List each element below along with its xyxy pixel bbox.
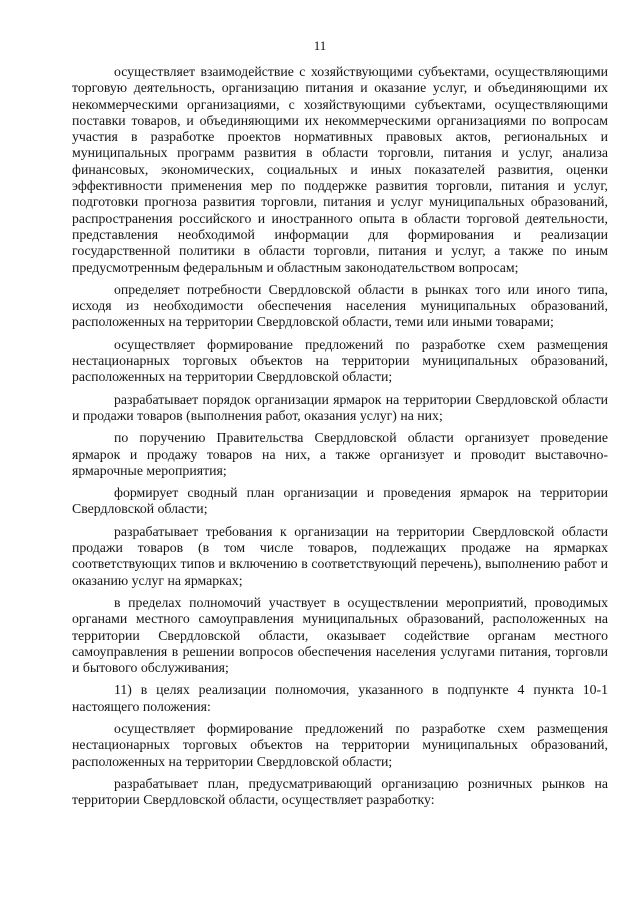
paragraph: определяет потребности Свердловской области в рынках того или иного типа, исходя из необходимости обеспечения населения муниципальных образований, расположенных на территории Свердловской области, теми или иными товарами; bbox=[72, 281, 608, 330]
paragraph: по поручению Правительства Свердловской области организует проведение ярмарок и продажу товаров на них, а также организует и проводит выставочно-ярмарочные мероприятия; bbox=[72, 430, 608, 478]
paragraph: осуществляет взаимодействие с хозяйствующими субъектами, осуществляющими торговую деятельность, организацию питания и оказание услуг, и объединяющими их некоммерческими организациями, с хозяйствующими субъектами, осуществляющими поставки товаров, и объединяющими их некоммерческими организациями по вопросам участия в разработке проектов нормативных правовых актов, региональных и муниципальных программ развития в области торговли, питания и услуг, анализа финансовых, экономических, социальных и иных показателей развития, оценки эффективности применения мер по поддержке развития торговли, питания и услуг, подготовки прогноза развития торговли, питания и услуг муниципальных образований, распространения российского и иностранного опыта в области торговой деятельности, представления необходимой информации для формирования и реализации государственной политики в области торговли, питания и услуг, а также по иным предусмотренным федеральным и областным законодательством вопросам; bbox=[72, 64, 608, 275]
paragraph: 11) в целях реализации полномочия, указанного в подпункте 4 пункта 10-1 настоящего положения: bbox=[72, 682, 608, 714]
paragraph: формирует сводный план организации и проведения ярмарок на территории Свердловской области; bbox=[72, 485, 608, 517]
paragraph: осуществляет формирование предложений по разработке схем размещения нестационарных торговых объектов на территории муниципальных образований, расположенных на территории Свердловской области; bbox=[72, 336, 608, 385]
document-body bbox=[72, 64, 608, 808]
paragraph: разрабатывает требования к организации на территории Свердловской области продажи товаров (в том числе товаров, подлежащих продаже на ярмарках соответствующих типов и включению в соответствующий перечень), выполнению работ и оказанию услуг на ярмарках; bbox=[72, 523, 608, 588]
paragraph: разрабатывает план, предусматривающий организацию розничных рынков на территории Свердловской области, осуществляет разработку: bbox=[72, 775, 608, 808]
paragraph: в пределах полномочий участвует в осуществлении мероприятий, проводимых органами местного самоуправления муниципальных образований, расположенных на территории Свердловской области, оказывает содействие органам местного самоуправления в решении вопросов обеспечения населения услугами питания, торговли и бытового обслуживания; bbox=[72, 594, 608, 676]
paragraph: разрабатывает порядок организации ярмарок на территории Свердловской области и продажи товаров (выполнения работ, оказания услуг) на них; bbox=[72, 391, 608, 423]
paragraph: осуществляет формирование предложений по разработке схем размещения нестационарных торговых объектов на территории муниципальных образований, расположенных на территории Свердловской области; bbox=[72, 720, 608, 769]
page-number: 11 bbox=[313, 38, 327, 53]
